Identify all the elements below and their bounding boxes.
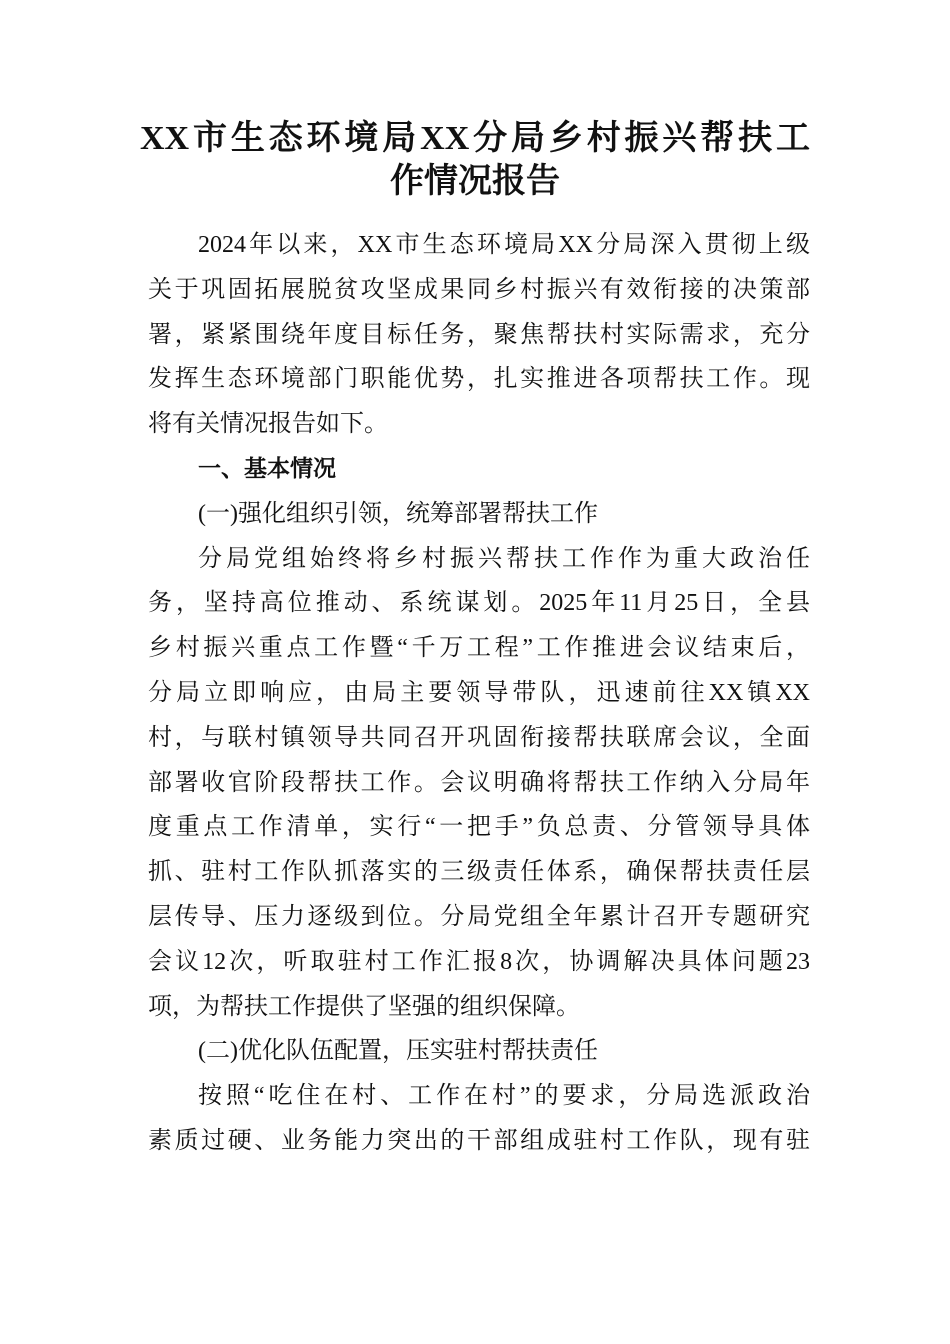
text-line: 会议12次，听取驻村工作汇报8次，协调解决具体问题23	[148, 948, 810, 975]
text-line: 按照“吃住在村、工作在村”的要求，分局选派政治	[198, 1083, 810, 1110]
text-line: 素质过硬、业务能力突出的干部组成驻村工作队，现有驻	[148, 1127, 810, 1154]
paragraph	[148, 223, 810, 447]
text-line: 一、基本情况	[198, 455, 336, 482]
text-line: 抓、驻村工作队抓落实的三级责任体系，确保帮扶责任层	[148, 859, 810, 886]
text-line: 署，紧紧围绕年度目标任务，聚焦帮扶村实际需求，充分	[148, 321, 810, 348]
text-line: (一)强化组织引领，统筹部署帮扶工作	[198, 500, 598, 527]
text-line: 关于巩固拓展脱贫攻坚成果同乡村振兴有效衔接的决策部	[148, 276, 810, 303]
text-line: 2024年以来，XX市生态环境局XX分局深入贯彻上级	[198, 232, 810, 258]
text-line: 部署收官阶段帮扶工作。会议明确将帮扶工作纳入分局年	[148, 769, 810, 796]
section-heading	[148, 492, 810, 537]
text-line: 分局立即响应，由局主要领导带队，迅速前往XX镇XX	[148, 679, 810, 706]
text-line: 务，坚持高位推动、系统谋划。2025年11月25日，全县	[148, 590, 810, 617]
text-line: 村，与联村镇领导共同召开巩固衔接帮扶联席会议，全面	[148, 724, 810, 751]
text-line: 发挥生态环境部门职能优势，扎实推进各项帮扶工作。现	[148, 366, 810, 393]
text-line: 度重点工作清单，实行“一把手”负总责、分管领导具体	[148, 814, 810, 841]
text-line: 乡村振兴重点工作暨“千万工程”工作推进会议结束后，	[148, 635, 810, 662]
text-line: 分局党组始终将乡村振兴帮扶工作作为重大政治任	[198, 545, 810, 572]
section-heading	[148, 1029, 810, 1074]
paragraph	[148, 1074, 810, 1164]
section-heading	[148, 447, 810, 492]
text-line: 将有关情况报告如下。	[148, 411, 388, 438]
document-body	[148, 223, 810, 1164]
document-title-line-2: 作情况报告	[390, 163, 560, 200]
document-title-line-1: XX市生态环境局XX分局乡村振兴帮扶工	[140, 120, 810, 157]
paragraph	[148, 537, 810, 1030]
text-line: 层传导、压力逐级到位。分局党组全年累计召开专题研究	[148, 903, 810, 930]
text-line: 项，为帮扶工作提供了坚强的组织保障。	[148, 993, 580, 1020]
text-line: (二)优化队伍配置，压实驻村帮扶责任	[198, 1038, 598, 1065]
